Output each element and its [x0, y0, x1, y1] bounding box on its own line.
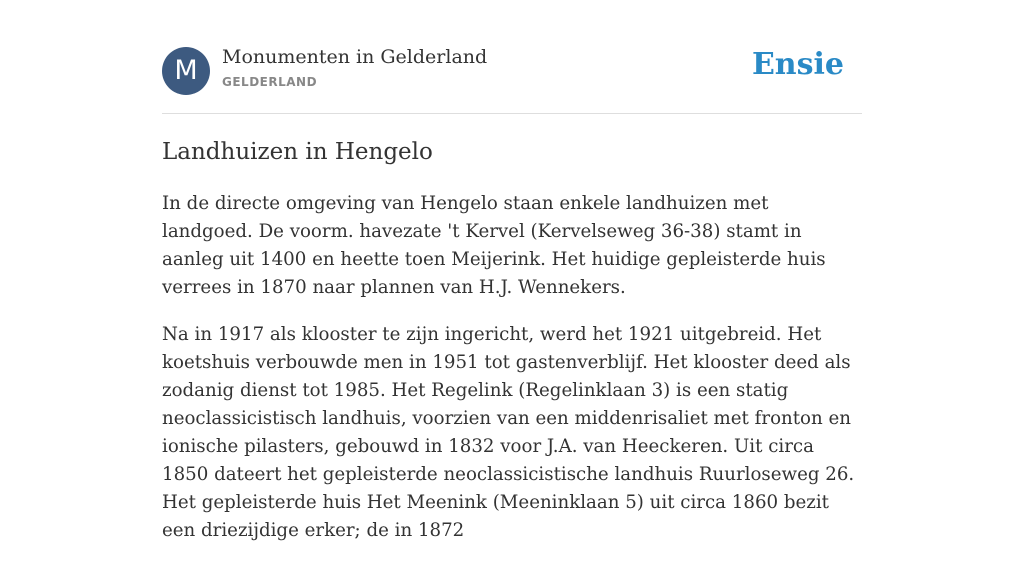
- article-page: [162, 0, 862, 541]
- site-subtitle[interactable]: GELDERLAND: [222, 75, 318, 89]
- site-header: [162, 0, 862, 114]
- article-body: [162, 190, 862, 564]
- ensie-logo[interactable]: Ensie: [751, 47, 844, 82]
- article-title: Landhuizen in Hengelo: [162, 139, 433, 165]
- article-paragraph: In de directe omgeving van Hengelo staan enkele landhuizen met landgoed. De voorm. havezate 't Kervel (Kervelseweg 36-38) stamt in aanleg uit 1400 en heette toen Meijerink. Het huidige gepleisterde huis verrees in 1870 naar plannen van H.J. Wennekers.: [162, 193, 826, 298]
- site-title[interactable]: Monumenten in Gelderland: [222, 46, 488, 68]
- article-paragraph: Na in 1917 als klooster te zijn ingericht, werd het 1921 uitgebreid. Het koetshuis verbouwde men in 1951 tot gastenverblijf. Het klooster deed als zodanig dienst tot 1985. Het Regelink (Regelinklaan 3) is een statig neoclassicistisch landhuis, voorzien van een middenrisaliet met fronton en ionische pilasters, gebouwd in 1832 voor J.A. van Heeckeren. Uit circa 1850 dateert het gepleisterde neoclassicistische landhuis Ruurloseweg 26. Het gepleisterde huis Het Meenink (Meeninklaan 5) uit circa 1860 bezit een driezijdige erker; de in 1872: [162, 324, 855, 541]
- site-avatar[interactable]: M: [162, 47, 210, 95]
